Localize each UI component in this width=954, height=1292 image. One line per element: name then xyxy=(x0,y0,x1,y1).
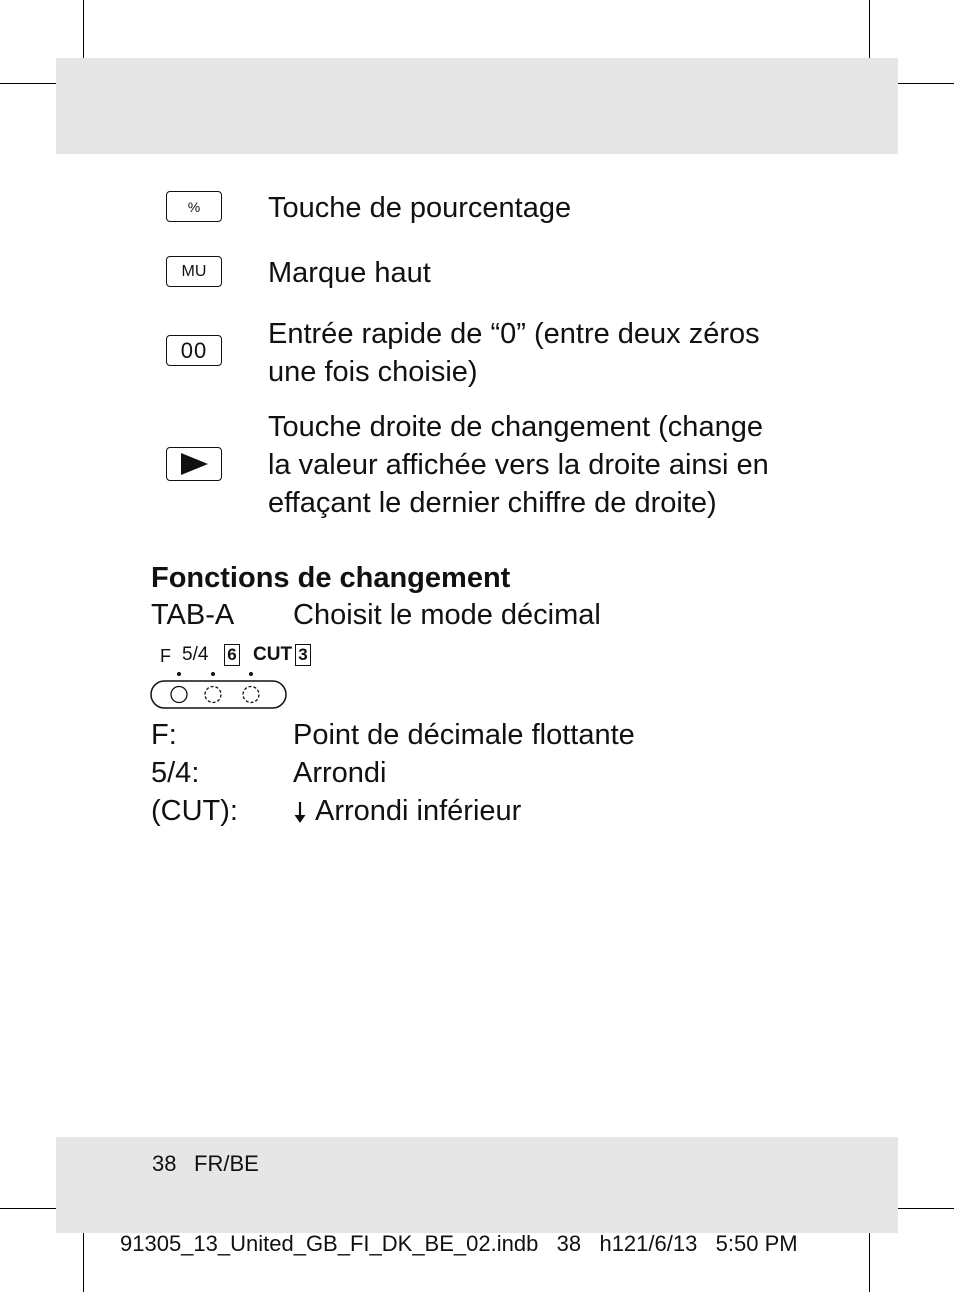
play-arrow-icon xyxy=(177,452,211,476)
crop-mark xyxy=(0,83,57,84)
percent-key-label: % xyxy=(187,198,201,215)
down-arrow-icon xyxy=(293,799,307,825)
switch-label-three: 3 xyxy=(295,644,311,666)
page-number: 38 xyxy=(152,1151,177,1176)
crop-mark xyxy=(83,1232,84,1292)
header-band xyxy=(56,58,898,154)
row-label-cut: (CUT): xyxy=(151,795,238,827)
mu-key-label: MU xyxy=(181,262,207,280)
right-shift-key-icon xyxy=(166,447,222,481)
crop-mark xyxy=(869,0,870,58)
double-zero-key-label: 00 xyxy=(180,337,208,363)
row-value-cut xyxy=(293,795,521,828)
crop-mark xyxy=(83,0,84,58)
crop-mark xyxy=(897,83,954,84)
switch-slider-icon xyxy=(150,642,320,714)
percent-key-icon xyxy=(166,191,222,222)
desc-line: la valeur affichée vers la droite ainsi en xyxy=(268,449,769,481)
row-label-five-four: 5/4: xyxy=(151,757,200,789)
double-zero-key-description xyxy=(268,315,808,391)
crop-mark xyxy=(0,1208,57,1209)
desc-line: une fois choisie) xyxy=(268,356,478,388)
locale-label: FR/BE xyxy=(194,1151,259,1176)
row-label-f: F: xyxy=(151,719,177,751)
decimal-switch-diagram xyxy=(150,642,320,714)
tab-label: TAB-A xyxy=(151,599,235,631)
desc-line: effaçant le dernier chiffre de droite) xyxy=(268,487,717,519)
row-value-cut-text: Arrondi inférieur xyxy=(315,795,522,827)
percent-key-description: Touche de pourcentage xyxy=(268,192,572,224)
row-value-f: Point de décimale flottante xyxy=(293,719,635,751)
switch-label-cut: CUT xyxy=(253,644,293,665)
tab-description: Choisit le mode décimal xyxy=(293,599,601,631)
switch-label-five-four: 5/4 xyxy=(182,644,209,665)
footer-band xyxy=(56,1137,898,1233)
desc-line: Entrée rapide de “0” (entre deux zéros xyxy=(268,318,760,350)
double-zero-key-icon xyxy=(166,335,222,366)
mu-key-description: Marque haut xyxy=(268,257,431,289)
crop-mark xyxy=(897,1208,954,1209)
switch-label-six: 6 xyxy=(224,644,240,666)
print-slug: 91305_13_United_GB_FI_DK_BE_02.indb 38 h121/6/13 5:50 PM xyxy=(120,1231,798,1256)
mu-key-icon xyxy=(166,256,222,287)
row-value-five-four: Arrondi xyxy=(293,757,387,789)
desc-line: Touche droite de changement (change xyxy=(268,411,763,443)
crop-mark xyxy=(869,1232,870,1292)
switch-label-f: F xyxy=(160,646,171,666)
section-heading: Fonctions de changement xyxy=(151,562,511,594)
right-shift-key-description xyxy=(268,408,808,522)
